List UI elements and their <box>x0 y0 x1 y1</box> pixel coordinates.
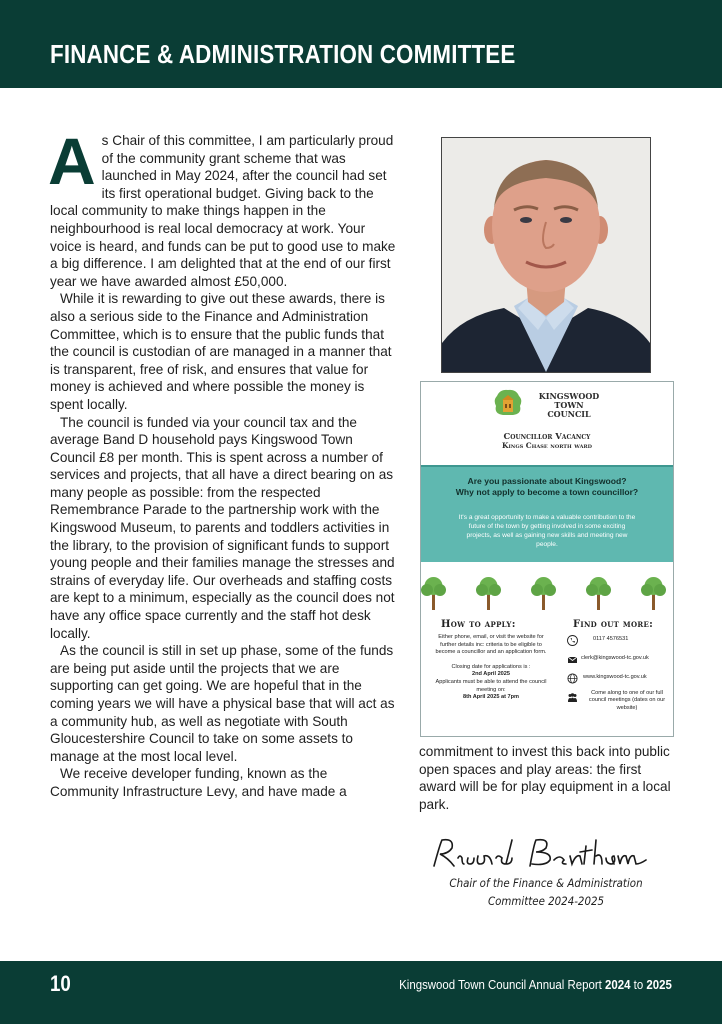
article-paragraph-5-continued: commitment to invest this back into public open spaces and play areas: the first award will be for play equipment in a local park. <box>419 744 671 812</box>
article-paragraph-1 <box>48 124 398 290</box>
signature-caption-line-1: Chair of the Finance & Administration <box>449 876 643 890</box>
page-title: FINANCE & ADMINISTRATION COMMITTEE <box>50 39 516 69</box>
page-number: 10 <box>50 971 71 996</box>
article-paragraph-3: The council is funded via your council tax and the average Band D household pays Kingswood Town Council £8 per month. This is spent across a number of services and projects, that all have a direct bearing on as many people as possible: from the respected Remembrance Parade to the partnership work with the Kingswood Museum, to parents and toddlers activities in the library, to the provision of significant funds to support young people and their families manage the stresses and strains of everyday life. Our overheads and staffing costs are kept to a minimum, especially as the council does not have any office space currently and the staff hot desk locally. <box>50 414 395 641</box>
tree-icon <box>641 577 666 610</box>
report-year-to: to <box>630 977 647 992</box>
report-year-start: 2024 <box>605 977 631 992</box>
flyer-intro: It's a great opportunity to make a valuable contribution to the future of the town by getting involved in some exciting projects, as well as gaining new skills and meeting new people. <box>458 514 636 548</box>
email-address: clerk@kingswood-tc.gov.uk <box>581 655 649 661</box>
signature-caption <box>433 874 660 910</box>
article-body <box>48 124 398 801</box>
report-year-end: 2025 <box>646 977 672 992</box>
flyer-org-line-1: KINGSWOOD <box>538 391 600 401</box>
closing-date: 2nd April 2025 <box>471 671 511 678</box>
flyer-vacancy-heading <box>421 431 673 451</box>
article-paragraph-2: While it is rewarding to give out these awards, there is also a serious side to the Finance and Administration Committee, which is to ensure that the public funds that the council is custodian of are managed in a manner that is transparent, free of risk, and ensures that value for money is achieved and where possible the money is spent locally. <box>50 291 392 412</box>
how-to-apply-heading: How to apply: <box>441 619 516 630</box>
flyer-org-line-2: TOWN <box>554 400 584 410</box>
flyer-org-line-3: COUNCIL <box>547 409 591 419</box>
tree-icon <box>421 577 446 610</box>
signature-image <box>420 834 672 874</box>
how-to-apply-text <box>431 634 551 702</box>
drop-cap: A <box>48 124 96 198</box>
flyer-question-1: Are you passionate about Kingswood? <box>467 476 627 486</box>
report-title-prefix: Kingswood Town Council Annual Report <box>399 977 606 992</box>
article-paragraph-4: As the council is still in set up phase, some of the funds are being put aside until the projects that we are supporting can get going. We are hopeful that in the coming years we will have a physical base that will act as a community hub, as well as negotiate with South Gloucestershire Council to take on some assets to manage at the most local level. <box>50 643 395 764</box>
closing-label: Closing date for applications is : <box>451 663 531 670</box>
councillor-vacancy-flyer <box>420 381 674 737</box>
find-out-more-heading: Find out more: <box>573 619 654 630</box>
header-bar <box>0 0 722 88</box>
tree-icon <box>476 577 501 610</box>
people-icon <box>567 692 578 703</box>
report-title <box>399 975 672 995</box>
flyer-question <box>421 476 673 498</box>
flyer-question-2: Why not apply to become a town councillor? <box>455 487 639 497</box>
globe-icon <box>567 673 578 684</box>
phone-icon <box>567 635 578 646</box>
phone-number: 0117 4576531 <box>593 636 629 642</box>
signature-caption-line-2: Committee 2024-2025 <box>487 894 605 908</box>
article-paragraph-5: We receive developer funding, known as the Community Infrastructure Levy, and have made a <box>50 766 347 799</box>
meeting-date: 8th April 2025 at 7pm <box>462 694 520 701</box>
article-paragraph-1-text: s Chair of this committee, I am particularly proud of the community grant scheme that was launched in May 2024, after the council had set its first operational budget. Giving back to the local community to make things happen in the neighbourhood is real local democracy at work. Your voice is heard, and funds can be put to good use to make a big difference. I am delighted that at the end of our first year we have awarded almost £50,000. <box>50 133 396 289</box>
attend-text: Applicants must be able to attend the council meeting on: <box>435 678 547 693</box>
tree-row <box>421 572 673 612</box>
flyer-council-name <box>529 392 609 419</box>
vacancy-title: Councillor Vacancy <box>503 431 591 441</box>
envelope-icon <box>567 654 578 665</box>
portrait-illustration <box>442 138 650 372</box>
ward-name: Kings Chase north ward <box>502 441 592 450</box>
flyer-teal-strip <box>421 465 673 467</box>
tree-icon <box>586 577 611 610</box>
council-logo-icon <box>493 388 523 418</box>
tree-icon <box>531 577 556 610</box>
portrait-photo <box>441 137 651 373</box>
website-url: www.kingswood-tc.gov.uk <box>583 674 647 680</box>
meetings-text: Come along to one of our full council meetings (dates on our website) <box>588 690 666 711</box>
apply-instructions: Either phone, email, or visit the website for further details inc: criteria to be eligible to become a councillor and an application form. <box>435 634 547 656</box>
